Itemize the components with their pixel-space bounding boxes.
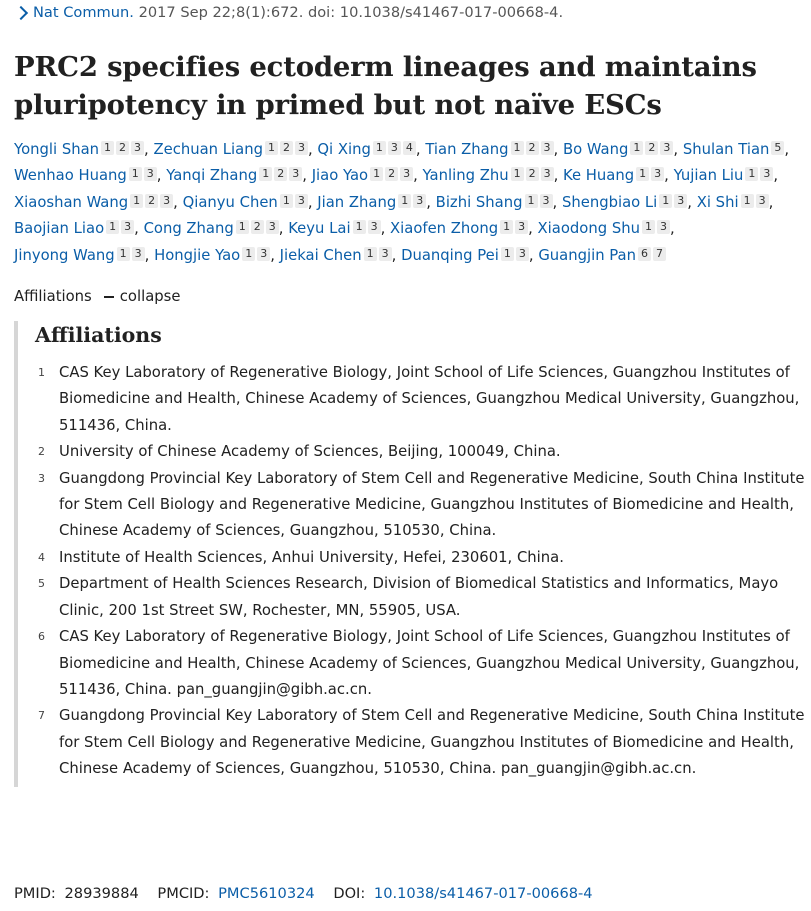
author-link[interactable]: Baojian Liao <box>14 220 105 238</box>
affiliation-ref-badge[interactable]: 5 <box>771 141 784 155</box>
affiliation-ref-badge[interactable]: 2 <box>274 167 287 181</box>
author-item: Qi Xing 1 3 4 , <box>317 141 421 158</box>
author-link[interactable]: Jian Zhang <box>317 193 397 211</box>
author-link[interactable]: Xiaofen Zhong <box>390 220 499 238</box>
affiliation-text: Institute of Health Sciences, Anhui University, Hefei, 230601, China. <box>59 548 564 566</box>
author-link[interactable]: Shengbiao Li <box>561 193 658 211</box>
author-link[interactable]: Hongjie Yao <box>154 246 241 264</box>
author-item: Yanling Zhu 1 2 3 , <box>422 167 559 185</box>
affiliation-text: Department of Health Sciences Research, Division of Biomedical Statistics and Informatics, Mayo Clinic, 200 1st Street SW, Rochester, MN, 55905, USA. <box>59 575 779 619</box>
affiliation-number: 6 <box>38 630 45 644</box>
affiliations-toggle <box>14 286 809 308</box>
author-link[interactable]: Yanling Zhu <box>422 167 509 185</box>
author-link[interactable]: Qi Xing <box>317 141 371 158</box>
affiliation-ref-badge[interactable]: 1 <box>265 141 278 155</box>
author-item: Yongli Shan 1 2 3 , <box>14 141 149 158</box>
affiliation-ref-badge[interactable]: 3 <box>289 167 302 181</box>
affiliation-ref-badge[interactable]: 3 <box>388 141 401 155</box>
affiliation-ref-badge[interactable]: 3 <box>516 247 529 261</box>
affiliation-ref-badge[interactable]: 3 <box>295 141 308 155</box>
collapse-button[interactable]: collapse <box>119 288 181 306</box>
affiliation-item <box>35 439 805 465</box>
author-item: Cong Zhang 1 2 3 , <box>143 220 284 238</box>
affiliation-ref-badge[interactable]: 1 <box>642 220 655 234</box>
affiliation-number: 5 <box>38 577 45 591</box>
author-item: Xiaoshan Wang 1 2 3 , <box>14 193 178 211</box>
author-item: Baojian Liao 1 3 , <box>14 220 139 238</box>
author-link[interactable]: Yongli Shan <box>14 141 100 158</box>
affiliation-ref-badge[interactable]: 1 <box>242 247 255 261</box>
author-item: Yujian Liu 1 3 , <box>673 167 779 185</box>
minus-icon[interactable] <box>104 296 114 298</box>
affiliation-ref-badge[interactable]: 1 <box>280 194 293 208</box>
author-item: Bizhi Shang 1 3 , <box>435 193 558 211</box>
author-item: Jinyong Wang 1 3 , <box>14 246 150 264</box>
pmcid-link[interactable]: PMC5610324 <box>218 885 315 902</box>
affiliation-ref-badge[interactable]: 2 <box>145 194 158 208</box>
affiliation-number: 4 <box>38 550 45 564</box>
affiliation-ref-badge[interactable]: 1 <box>511 167 524 181</box>
affiliation-ref-badge[interactable]: 1 <box>364 247 377 261</box>
affiliation-ref-badge[interactable]: 1 <box>501 247 514 261</box>
affiliations-panel <box>14 321 805 787</box>
author-link[interactable]: Xiaodong Shu <box>537 220 640 238</box>
author-link[interactable]: Zechuan Liang <box>153 141 263 158</box>
affiliation-ref-badge[interactable]: 1 <box>353 220 366 234</box>
author-item: Keyu Lai 1 3 , <box>288 220 386 238</box>
affiliation-ref-badge[interactable]: 1 <box>511 141 524 155</box>
author-link[interactable]: Tian Zhang <box>425 141 509 158</box>
author-item <box>538 247 666 264</box>
affiliation-ref-badge[interactable]: 3 <box>541 167 554 181</box>
affiliation-ref-badge[interactable]: 2 <box>645 141 658 155</box>
affiliation-ref-badge[interactable]: 3 <box>400 167 413 181</box>
affiliation-number: 7 <box>38 709 45 723</box>
affiliation-number: 2 <box>38 445 45 459</box>
affiliation-ref-badge[interactable]: 3 <box>379 247 392 261</box>
citation-details: 2017 Sep 22;8(1):672. doi: 10.1038/s41467-017-00668-4. <box>138 4 564 21</box>
affiliation-ref-badge[interactable]: 1 <box>745 167 758 181</box>
author-item: Xiaodong Shu 1 3 , <box>537 220 675 238</box>
article-identifiers <box>14 883 593 905</box>
affiliation-ref-badge[interactable]: 3 <box>295 194 308 208</box>
author-link[interactable]: Shulan Tian <box>682 141 770 158</box>
affiliation-ref-badge[interactable]: 1 <box>630 141 643 155</box>
author-link[interactable]: Yujian Liu <box>673 167 744 185</box>
affiliation-ref-badge[interactable]: 2 <box>116 141 129 155</box>
affiliation-ref-badge[interactable]: 3 <box>121 220 134 234</box>
author-item: Shengbiao Li 1 3 , <box>561 193 692 211</box>
affiliation-ref-badge[interactable]: 1 <box>636 167 649 181</box>
affiliation-ref-badge[interactable]: 3 <box>540 194 553 208</box>
doi-link[interactable]: 10.1038/s41467-017-00668-4 <box>373 885 593 902</box>
affiliation-ref-badge[interactable]: 2 <box>526 141 539 155</box>
affiliation-ref-badge[interactable]: 3 <box>660 141 673 155</box>
affiliation-ref-badge[interactable]: 1 <box>741 194 754 208</box>
author-item: Tian Zhang 1 2 3 , <box>425 141 559 158</box>
affiliation-ref-badge[interactable]: 1 <box>259 167 272 181</box>
affiliation-text: Guangdong Provincial Key Laboratory of Stem Cell and Regenerative Medicine, South China Institute for Stem Cell Biology and Regenerative Medicine, Guangzhou Institutes of Biomedicine and Health, Chinese Academy of Sciences, Guangzhou, 510530, China. pan_guangjin@gibh.ac.cn. <box>59 707 805 778</box>
author-item: Hongjie Yao 1 3 , <box>154 246 275 264</box>
author-item: Zechuan Liang 1 2 3 , <box>153 141 313 158</box>
affiliation-ref-badge[interactable]: 1 <box>117 247 130 261</box>
author-link[interactable]: Xiaoshan Wang <box>14 193 129 211</box>
affiliation-ref-badge[interactable]: 1 <box>130 194 143 208</box>
author-item: Duanqing Pei 1 3 , <box>401 246 534 264</box>
affiliation-item <box>35 466 805 545</box>
author-item: Ke Huang 1 3 , <box>563 167 669 185</box>
author-link[interactable]: Guangjin Pan <box>538 246 637 264</box>
affiliation-ref-badge[interactable]: 3 <box>132 247 145 261</box>
author-link[interactable]: Yanqi Zhang <box>166 167 258 185</box>
affiliation-ref-badge[interactable]: 3 <box>674 194 687 208</box>
affiliation-item <box>35 360 805 439</box>
affiliation-ref-badge[interactable]: 1 <box>370 167 383 181</box>
author-link[interactable]: Ke Huang <box>563 167 635 185</box>
author-link[interactable]: Duanqing Pei <box>401 246 499 264</box>
author-link[interactable]: Jinyong Wang <box>14 246 115 264</box>
affiliation-ref-badge[interactable]: 2 <box>251 220 264 234</box>
author-item: Jian Zhang 1 3 , <box>317 193 431 211</box>
pmid-value: 28939884 <box>64 885 139 902</box>
affiliation-ref-badge[interactable]: 3 <box>756 194 769 208</box>
affiliation-ref-badge[interactable]: 1 <box>236 220 249 234</box>
article-header <box>14 0 809 787</box>
affiliation-ref-badge[interactable]: 3 <box>515 220 528 234</box>
affiliation-number: 1 <box>38 366 45 380</box>
affiliation-ref-badge[interactable]: 1 <box>398 194 411 208</box>
affiliation-ref-badge[interactable]: 2 <box>385 167 398 181</box>
pmid-label: PMID: <box>14 885 56 902</box>
affiliation-ref-badge[interactable]: 1 <box>129 167 142 181</box>
author-link[interactable]: Wenhao Huang <box>14 167 127 185</box>
affiliation-item <box>35 703 805 782</box>
affiliation-ref-badge[interactable]: 1 <box>659 194 672 208</box>
affiliation-item <box>35 545 805 571</box>
affiliations-toggle-label: Affiliations <box>14 288 92 306</box>
affiliation-text: CAS Key Laboratory of Regenerative Biology, Joint School of Life Sciences, Guangzhou Institutes of Biomedicine and Health, Chinese Academy of Sciences, Guangzhou Medical University, Guangzhou, 511436, China. pan_guangjin@gibh.ac.cn. <box>59 628 800 698</box>
affiliations-heading: Affiliations <box>35 323 162 348</box>
affiliation-item <box>35 624 805 703</box>
author-item: Yanqi Zhang 1 2 3 , <box>166 167 307 185</box>
affiliation-ref-badge[interactable]: 3 <box>413 194 426 208</box>
author-link[interactable]: Cong Zhang <box>143 220 234 238</box>
affiliation-ref-badge[interactable]: 3 <box>131 141 144 155</box>
affiliation-ref-badge[interactable]: 2 <box>526 167 539 181</box>
affiliation-ref-badge[interactable]: 2 <box>280 141 293 155</box>
affiliation-text: CAS Key Laboratory of Regenerative Biology, Joint School of Life Sciences, Guangzhou Institutes of Biomedicine and Health, Chinese Academy of Sciences, Guangzhou Medical University, Guangzhou, 511436, China. <box>59 364 800 434</box>
author-link[interactable]: Bo Wang <box>562 141 629 158</box>
author-item: Shulan Tian 5 , <box>682 141 790 158</box>
affiliation-text: Guangdong Provincial Key Laboratory of Stem Cell and Regenerative Medicine, South China Institute for Stem Cell Biology and Regenerative Medicine, Guangzhou Institutes of Biomedicine and Health, Chinese Academy of Sciences, Guangzhou, 510530, China. <box>59 469 805 540</box>
affiliation-item <box>35 571 805 624</box>
author-list <box>14 137 804 269</box>
affiliation-ref-badge[interactable]: 3 <box>760 167 773 181</box>
affiliation-ref-badge[interactable]: 3 <box>541 141 554 155</box>
author-link[interactable]: Xi Shi <box>696 193 739 211</box>
affiliation-text: University of Chinese Academy of Sciences, Beijing, 100049, China. <box>59 443 561 461</box>
affiliation-ref-badge[interactable]: 1 <box>373 141 386 155</box>
author-link[interactable]: Bizhi Shang <box>435 193 523 211</box>
affiliation-ref-badge[interactable]: 3 <box>160 194 173 208</box>
affiliation-ref-badge[interactable]: 7 <box>653 247 666 261</box>
affiliation-ref-badge[interactable]: 1 <box>106 220 119 234</box>
affiliation-ref-badge[interactable]: 1 <box>500 220 513 234</box>
affiliation-ref-badge[interactable]: 3 <box>657 220 670 234</box>
citation-line <box>14 2 809 24</box>
pmcid-label: PMCID: <box>157 885 210 902</box>
journal-link[interactable]: Nat Commun. <box>33 4 134 21</box>
chevron-right-icon[interactable] <box>14 5 28 19</box>
affiliation-ref-badge[interactable]: 6 <box>638 247 651 261</box>
author-link[interactable]: Jiekai Chen <box>279 246 362 264</box>
doi-label: DOI: <box>333 885 366 902</box>
author-link[interactable]: Keyu Lai <box>288 220 351 238</box>
affiliation-ref-badge[interactable]: 3 <box>266 220 279 234</box>
affiliation-number: 3 <box>38 471 45 485</box>
author-item: Wenhao Huang 1 3 , <box>14 167 162 185</box>
author-item: Xiaofen Zhong 1 3 , <box>390 220 533 238</box>
author-item: Qianyu Chen 1 3 , <box>182 193 313 211</box>
affiliation-ref-badge[interactable]: 3 <box>144 167 157 181</box>
affiliation-ref-badge[interactable]: 1 <box>101 141 114 155</box>
affiliation-ref-badge[interactable]: 3 <box>651 167 664 181</box>
article-title: PRC2 specifies ectoderm lineages and maintains pluripotency in primed but not naïve ESCs <box>14 51 757 121</box>
affiliation-ref-badge[interactable]: 1 <box>525 194 538 208</box>
author-item: Jiekai Chen 1 3 , <box>279 246 397 264</box>
author-link[interactable]: Jiao Yao <box>311 167 369 185</box>
author-item: Jiao Yao 1 2 3 , <box>311 167 418 185</box>
affiliation-list <box>35 360 805 783</box>
author-link[interactable]: Qianyu Chen <box>182 193 278 211</box>
affiliation-ref-badge[interactable]: 3 <box>257 247 270 261</box>
affiliation-ref-badge[interactable]: 4 <box>403 141 416 155</box>
affiliation-ref-badge[interactable]: 3 <box>368 220 381 234</box>
author-item: Bo Wang 1 2 3 , <box>562 141 679 158</box>
author-item: Xi Shi 1 3 , <box>696 193 774 211</box>
